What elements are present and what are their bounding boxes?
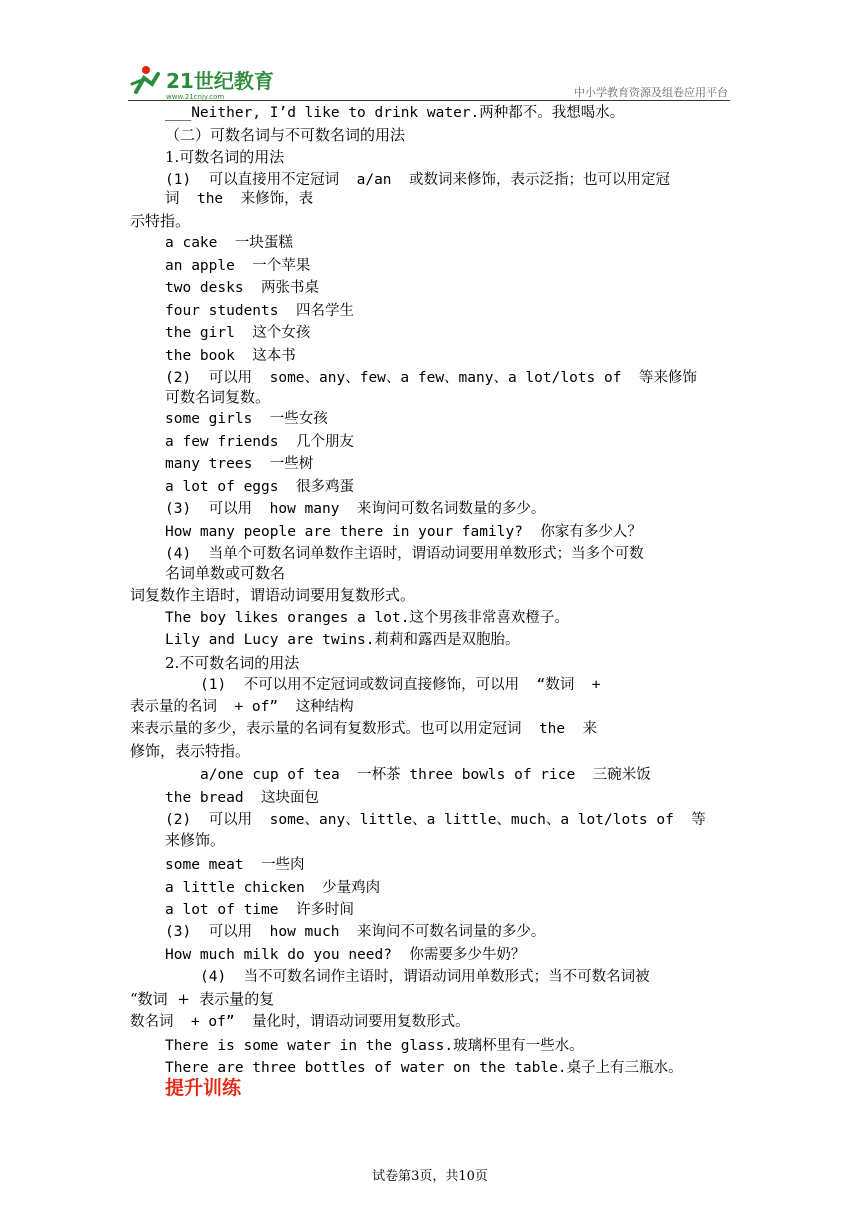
text-line: 可数名词复数。 — [165, 388, 271, 406]
logo-icon — [128, 62, 298, 102]
platform-name: 中小学教育资源及组卷应用平台 — [574, 86, 728, 99]
text-line: How many people are there in your family? 你家有多少人？ — [165, 524, 642, 540]
text-line: How much milk do you need? 你需要多少牛奶？ — [165, 947, 526, 963]
text-line: 名词单数或可数名 — [165, 564, 286, 582]
text-line: There is some water in the glass.玻璃杯里有一些水。 — [165, 1038, 584, 1054]
text-line: a little chicken 少量鸡肉 — [165, 880, 381, 896]
text-line: 1.可数名词的用法 — [165, 148, 285, 166]
text-line: 来修饰。 — [165, 831, 226, 849]
logo-url: www.21cnjy.com — [166, 93, 225, 101]
text-line: some girls 一些女孩 — [165, 411, 328, 427]
text-line: a lot of eggs 很多鸡蛋 — [165, 479, 354, 495]
text-line: 词复数作主语时，谓语动词要用复数形式。 — [130, 586, 416, 604]
text-line: 来表示量的多少，表示量的名词有复数形式。也可以用定冠词 the 来 — [130, 721, 598, 737]
text-line: two desks 两张书桌 — [165, 280, 320, 296]
text-line: (3) 可以用 how many 来询问可数名词数量的多少。 — [165, 501, 546, 517]
text-line: an apple 一个苹果 — [165, 258, 311, 274]
text-line: Lily and Lucy are twins.莉莉和露西是双胞胎。 — [165, 632, 520, 648]
text-line: The boy likes oranges a lot.这个男孩非常喜欢橙子。 — [165, 610, 569, 626]
text-line: 表示量的名词 + of” 这种结构 — [130, 699, 354, 715]
text-line: 2.不可数名词的用法 — [165, 654, 300, 672]
text-line: (2) 可以用 some、any、few、a few、many、a lot/lots of 等来修饰 — [165, 370, 697, 386]
page-header — [128, 62, 730, 102]
page-footer: 试卷第3页，共10页 — [372, 1169, 488, 1184]
header-divider — [128, 100, 730, 101]
logo-text: 21世纪教育 — [166, 69, 274, 93]
text-line: (2) 可以用 some、any、little、a little、much、a lot/lots of 等 — [165, 812, 706, 828]
text-line: ___Neither, I’d like to drink water.两种都不。我想喝水。 — [165, 105, 625, 121]
text-line: 示特指。 — [130, 212, 191, 230]
text-line: (1) 可以直接用不定冠词 a/an 或数词来修饰，表示泛指；也可以用定冠 — [165, 172, 670, 188]
text-line: (1) 不可以用不定冠词或数词直接修饰，可以用 “数词 + — [200, 677, 601, 693]
text-line: the girl 这个女孩 — [165, 325, 311, 341]
text-line: a few friends 几个朋友 — [165, 434, 354, 450]
text-line: a lot of time 许多时间 — [165, 902, 354, 918]
text-line: the book 这本书 — [165, 348, 296, 364]
text-line: a/one cup of tea 一杯茶 three bowls of rice 三碗米饭 — [200, 767, 651, 783]
text-line: the bread 这块面包 — [165, 790, 320, 806]
text-line: some meat 一些肉 — [165, 857, 305, 873]
text-line: There are three bottles of water on the table.桌子上有三瓶水。 — [165, 1060, 683, 1076]
text-line: many trees 一些树 — [165, 456, 314, 472]
text-line: “数词 + 表示量的复 — [130, 990, 275, 1008]
text-line: 数名词 + of” 量化时，谓语动词要用复数形式。 — [130, 1014, 470, 1030]
text-line: (4) 当不可数名词作主语时，谓语动词用单数形式；当不可数名词被 — [200, 969, 650, 985]
text-line: (4) 当单个可数名词单数作主语时，谓语动词要用单数形式；当多个可数 — [165, 546, 644, 562]
text-line: （二）可数名词与不可数名词的用法 — [165, 126, 406, 144]
text-line: 词 the 来修饰，表 — [165, 191, 314, 207]
text-line: 修饰，表示特指。 — [130, 742, 251, 760]
text-line: (3) 可以用 how much 来询问不可数名词量的多少。 — [165, 924, 546, 940]
section-heading: 提升训练 — [165, 1077, 242, 1099]
text-line: four students 四名学生 — [165, 303, 354, 319]
text-line: a cake 一块蛋糕 — [165, 235, 293, 251]
